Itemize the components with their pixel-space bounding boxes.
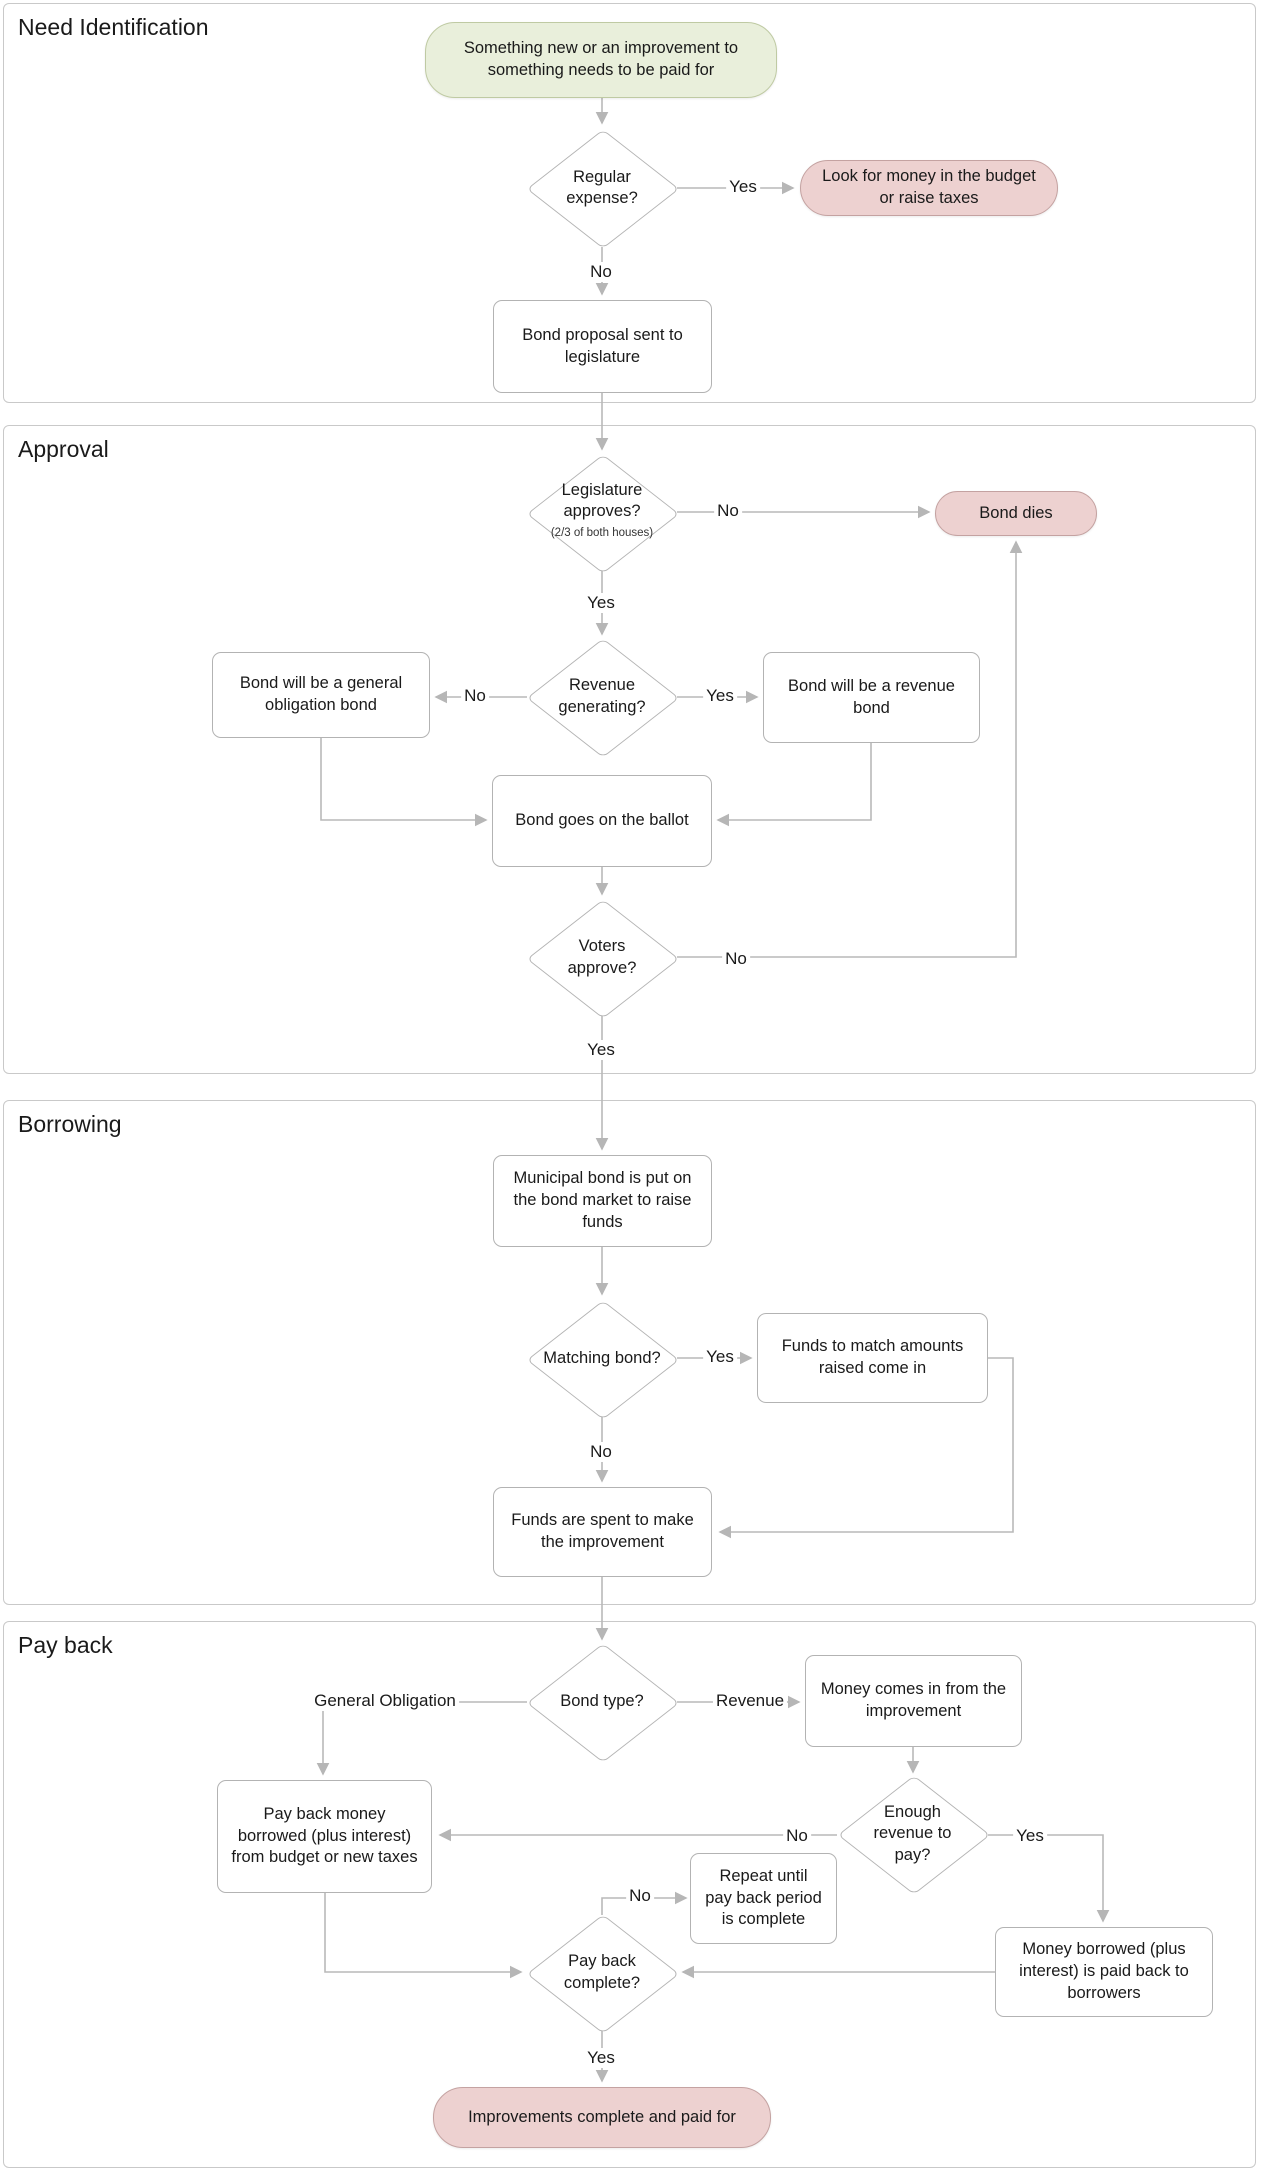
node-money-borrowed xyxy=(995,1927,1213,2017)
edge-voters-no-to-bond-dies xyxy=(677,542,1016,957)
node-legislature-approves-decision xyxy=(527,455,677,570)
node-revenue-bond-label: Bond will be a revenue bond xyxy=(788,676,955,717)
node-pay-back-complete-decision xyxy=(527,1915,677,2030)
edge-general-obligation-to-ballot xyxy=(321,738,486,820)
section-title-need-identification: Need Identification xyxy=(18,14,209,40)
node-bond-type-decision xyxy=(527,1645,677,1758)
node-revenue-generating-decision xyxy=(527,640,677,753)
section-title-approval: Approval xyxy=(18,436,109,462)
edge-label-bondtype-revenue: Revenue xyxy=(713,1691,787,1711)
edge-label-complete-no: No xyxy=(626,1886,654,1906)
node-start-label: Something new or an improvement to something needs to be paid for xyxy=(463,39,739,79)
node-start xyxy=(425,22,777,98)
node-funds-match-label: Funds to match amounts raised come in xyxy=(781,1337,964,1377)
edge-label-enough-no: No xyxy=(783,1826,811,1846)
edge-revenue-bond-to-ballot xyxy=(718,743,871,820)
node-funds-match xyxy=(757,1313,988,1403)
node-money-comes-in xyxy=(805,1655,1022,1747)
edge-enough-yes-to-money-borrowed xyxy=(988,1835,1103,1921)
node-matching-bond-decision xyxy=(527,1300,677,1417)
edge-label-regular-yes: Yes xyxy=(726,177,760,197)
node-enough-revenue-label: Enough revenue to pay? xyxy=(873,1803,952,1864)
node-money-comes-in-label: Money comes in from the improvement xyxy=(820,1680,1007,1720)
node-revenue-bond xyxy=(763,652,980,743)
node-voters-approve-label: Voters approve? xyxy=(567,937,637,977)
node-enough-revenue-decision xyxy=(837,1778,988,1890)
node-ballot xyxy=(492,775,712,867)
edge-label-regular-no: No xyxy=(587,262,615,282)
edge-label-matching-no: No xyxy=(587,1442,615,1462)
node-general-obligation-bond xyxy=(212,652,430,738)
node-pay-back-money xyxy=(217,1780,432,1893)
edge-label-revgen-yes: Yes xyxy=(703,686,737,706)
edge-label-voters-yes: Yes xyxy=(584,1040,618,1060)
node-funds-spent xyxy=(493,1487,712,1577)
edge-label-enough-yes: Yes xyxy=(1013,1826,1047,1846)
node-ballot-label: Bond goes on the ballot xyxy=(515,811,689,830)
node-improvements-complete-label: Improvements complete and paid for xyxy=(468,2107,736,2126)
node-money-borrowed-label: Money borrowed (plus interest) is paid back to borrowers xyxy=(1019,1940,1189,2002)
edge-label-legislature-no: No xyxy=(714,501,742,521)
node-legislature-approves-sublabel: (2/3 of both houses) xyxy=(550,527,654,540)
node-revenue-generating-label: Revenue generating? xyxy=(558,676,646,716)
node-pay-back-money-label: Pay back money borrowed (plus interest) from budget or new taxes xyxy=(231,1804,418,1867)
node-bond-dies xyxy=(935,491,1097,536)
node-legislature-approves-label: Legislature approves? xyxy=(561,480,643,520)
edge-label-complete-yes: Yes xyxy=(584,2048,618,2068)
section-title-pay-back: Pay back xyxy=(18,1632,113,1658)
node-voters-approve-decision xyxy=(527,900,677,1015)
edge-label-voters-no: No xyxy=(722,949,750,969)
node-bond-type-label: Bond type? xyxy=(560,1691,644,1710)
node-pay-back-complete-label: Pay back complete? xyxy=(563,1952,641,1992)
node-municipal-bond xyxy=(493,1155,712,1247)
node-general-obligation-bond-label: Bond will be a general obligation bond xyxy=(239,674,403,714)
edge-label-legislature-yes: Yes xyxy=(584,593,618,613)
node-bond-proposal xyxy=(493,300,712,393)
node-repeat-until-label: Repeat until pay back period is complete xyxy=(705,1866,822,1929)
node-improvements-complete xyxy=(433,2087,771,2148)
node-look-for-money xyxy=(800,160,1058,216)
section-title-borrowing: Borrowing xyxy=(18,1111,122,1137)
edge-label-revgen-no: No xyxy=(461,686,489,706)
node-look-for-money-label: Look for money in the budget or raise taxes xyxy=(822,167,1036,207)
edge-label-matching-yes: Yes xyxy=(703,1347,737,1367)
node-regular-expense-label: Regular expense? xyxy=(566,167,638,207)
edge-bondtype-general-to-pay-back-money xyxy=(323,1702,527,1774)
node-repeat-until xyxy=(690,1853,837,1944)
node-matching-bond-label: Matching bond? xyxy=(543,1348,661,1367)
node-bond-proposal-label: Bond proposal sent to legislature xyxy=(522,325,683,366)
node-regular-expense-decision xyxy=(527,129,677,247)
edge-pay-back-money-to-pay-back-complete xyxy=(325,1893,521,1972)
node-funds-spent-label: Funds are spent to make the improvement xyxy=(511,1511,694,1551)
node-bond-dies-label: Bond dies xyxy=(979,503,1053,522)
edge-label-bondtype-general: General Obligation xyxy=(311,1691,459,1711)
node-municipal-bond-label: Municipal bond is put on the bond market to raise funds xyxy=(513,1169,692,1231)
